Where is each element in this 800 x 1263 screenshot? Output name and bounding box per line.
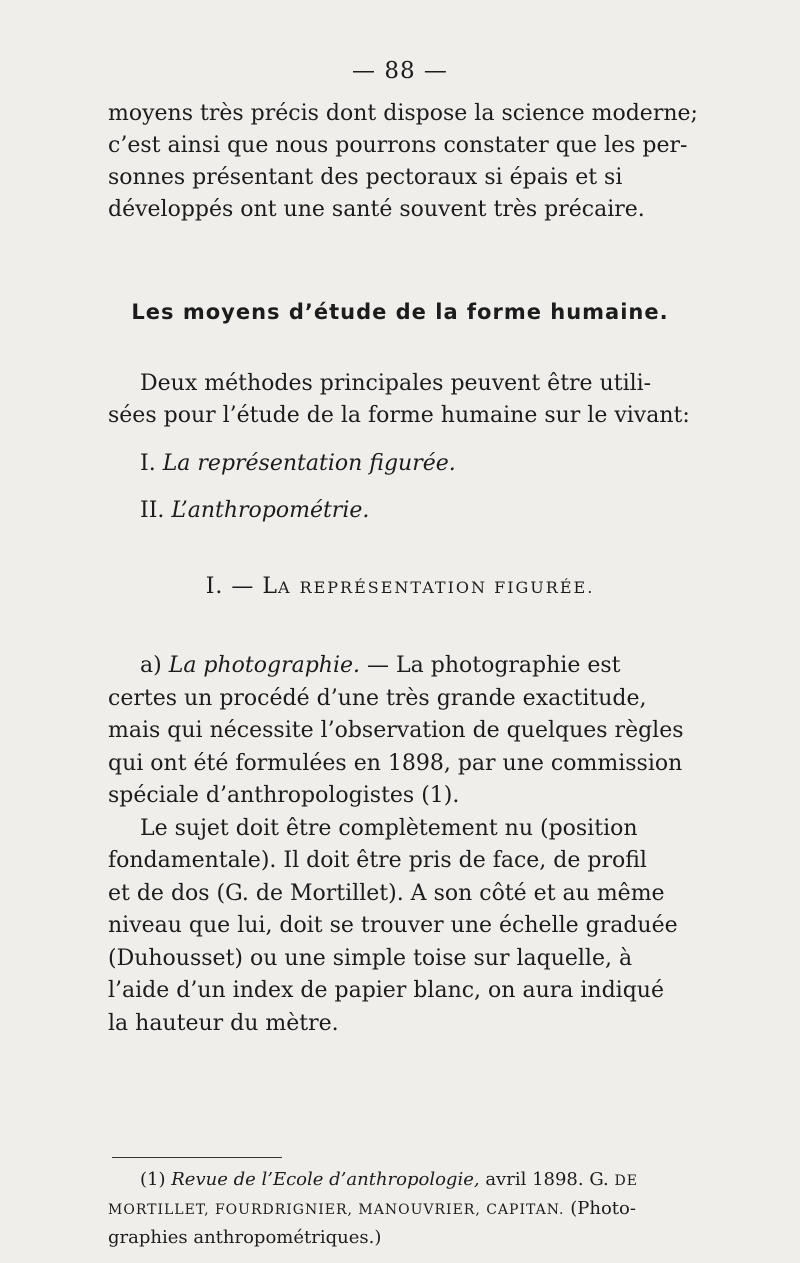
footnote-de: DE [614, 1173, 638, 1189]
paragraph-2-line: Deux méthodes principales peuvent être utili- [140, 371, 652, 396]
list-numeral: II. [140, 498, 165, 523]
paragraph-3-line: la hauteur du mètre. [108, 1010, 339, 1036]
footnote-authors: MORTILLET, FOURDRIGNIER, MANOUVRIER, CAPITAN. [108, 1202, 565, 1218]
list-item [140, 451, 456, 476]
paragraph-3 [108, 650, 708, 1040]
list-numeral: I. [140, 451, 156, 476]
section-heading-rest: REPRÉSENTATION FIGURÉE. [299, 578, 595, 597]
section-heading-smallcap: A [278, 578, 292, 597]
section-heading-prefix: I. — L [205, 574, 278, 599]
paragraph-1-line: moyens très précis dont dispose la science moderne; [108, 101, 698, 126]
paragraph-3-line: (Duhousset) ou une simple toise sur laquelle, à [108, 945, 633, 971]
footnote-line: graphies anthropométriques.) [108, 1227, 382, 1248]
paragraph-1-line: sonnes présentant des pectoraux si épais et si [108, 165, 623, 190]
page-number: — 88 — [352, 58, 448, 84]
paragraph-3-label: a) [140, 653, 162, 678]
paragraph-3-line: — La photographie est [367, 653, 621, 678]
paragraph-3-line: certes un procédé d’une très grande exactitude, [108, 685, 647, 711]
section-heading-representation [0, 574, 800, 599]
paragraph-3-line: mais qui nécessite l’observation de quelques règles [108, 718, 684, 743]
paragraph-3-line: qui ont été formulées en 1898, par une commission [108, 750, 683, 776]
paragraph-3-line: l’aide d’un index de papier blanc, on aura indiqué [108, 978, 664, 1003]
paragraph-3-line: fondamentale). Il doit être pris de face, de profil [108, 848, 647, 873]
footnote-line [108, 1166, 708, 1195]
footnote-date: avril 1898. G. [485, 1169, 609, 1190]
paragraph-1-line: développés ont une santé souvent très précaire. [108, 197, 645, 222]
list-text: L’anthropométrie. [171, 498, 370, 523]
paragraph-2-line: sées pour l’étude de la forme humaine sur le vivant: [108, 403, 690, 428]
footnote-divider [112, 1157, 282, 1158]
paragraph-3-title: La photographie. [168, 653, 361, 678]
footnote-tail: (Photo- [570, 1198, 636, 1219]
paragraph-1 [108, 98, 708, 226]
paragraph-3-line: Le sujet doit être complètement nu (position [140, 815, 638, 841]
paragraph-3-line: et de dos (G. de Mortillet). A son côté et au même [108, 880, 665, 906]
list-item [140, 498, 369, 523]
paragraph-3-line: niveau que lui, doit se trouver une échelle graduée [108, 913, 678, 938]
footnote-line [108, 1195, 708, 1224]
section-heading-forme-humaine: Les moyens d’étude de la forme humaine. [131, 300, 669, 324]
footnote-journal: Revue de l’Ecole d’anthropologie, [171, 1169, 480, 1190]
footnote [108, 1166, 708, 1251]
paragraph-2 [108, 368, 708, 432]
paragraph-3-line: spéciale d’anthropologistes (1). [108, 783, 460, 808]
footnote-marker: (1) [140, 1169, 166, 1190]
paragraph-3-first-line [108, 650, 708, 683]
paragraph-1-line: c’est ainsi que nous pourrons constater que les per- [108, 133, 688, 158]
list-text: La représentation figurée. [162, 451, 456, 476]
